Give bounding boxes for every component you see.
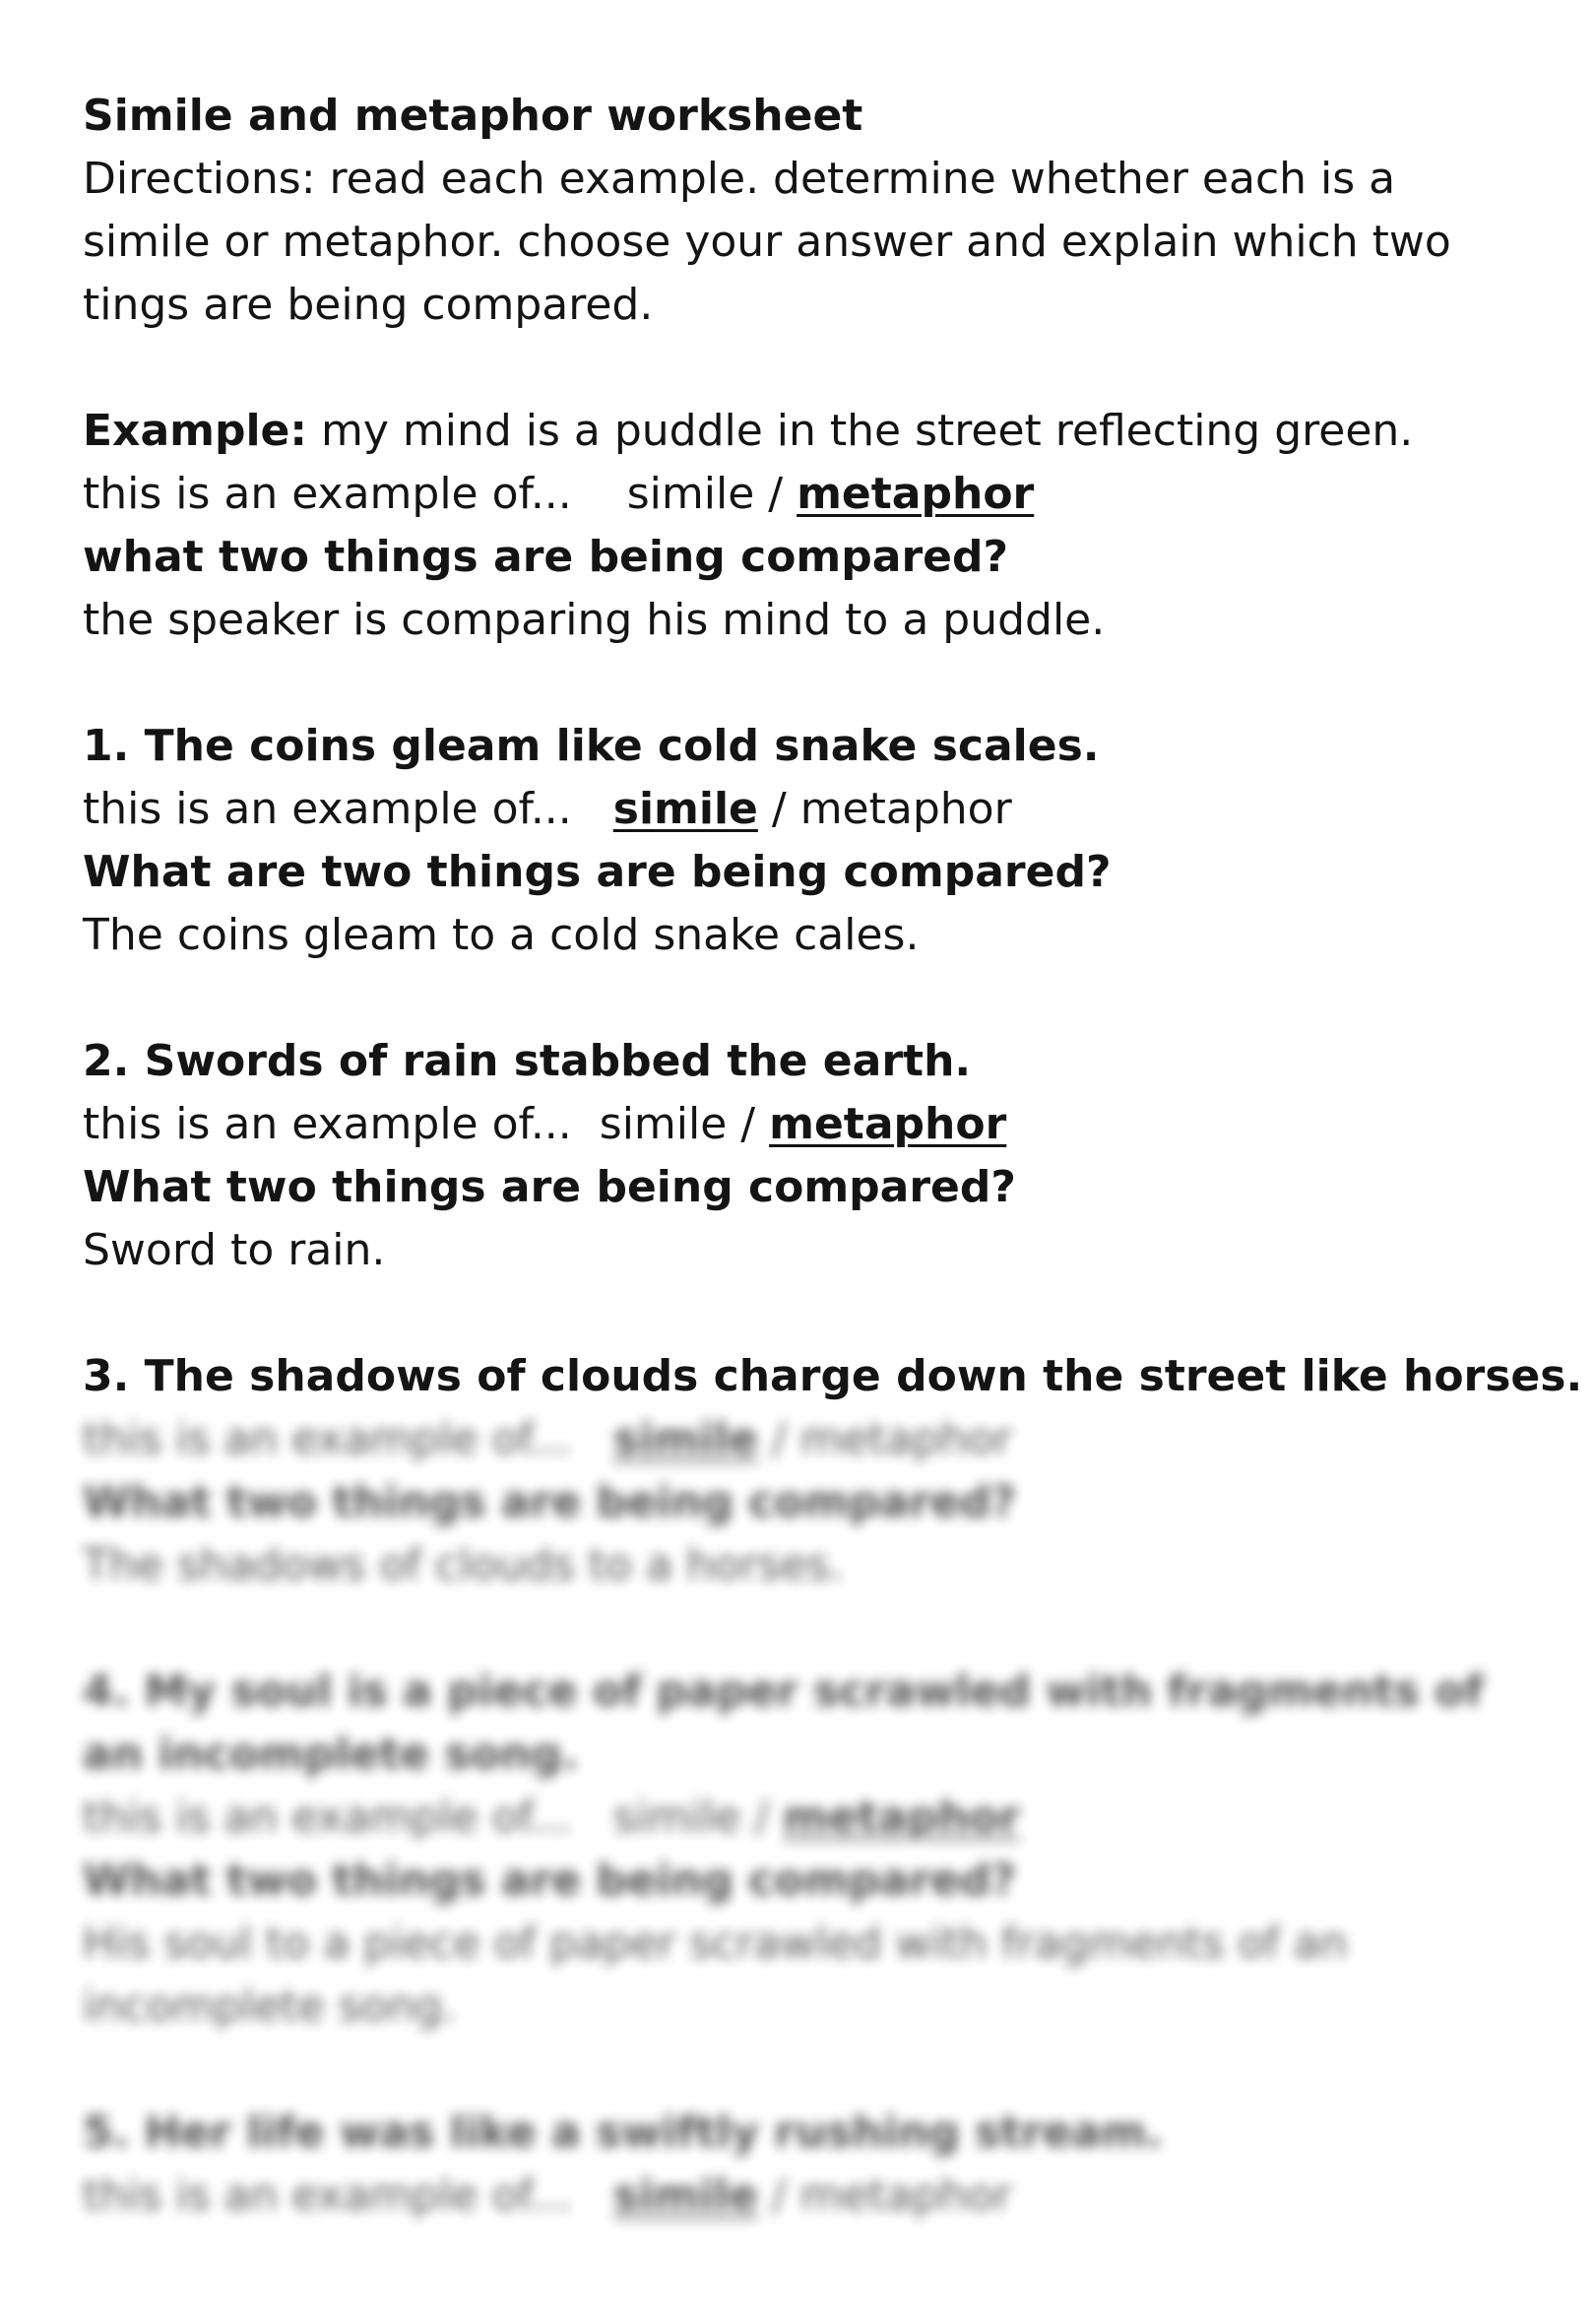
item-prompt: this is an example of... — [83, 1414, 572, 1464]
question-item-2 — [83, 1030, 1530, 1282]
question-item-5 — [83, 2101, 1530, 2227]
item-question: What two things are being compared? — [83, 1477, 1016, 1527]
item-question: What are two things are being compared? — [83, 847, 1112, 897]
item-option-simile: simile — [612, 784, 758, 834]
spacer — [83, 1597, 1530, 1660]
item-prompt: this is an example of... — [83, 784, 572, 834]
spacer — [83, 2038, 1530, 2101]
item-choice-line — [83, 1786, 1530, 1849]
example-separator: / — [754, 469, 798, 519]
example-lead: Example: — [83, 406, 307, 456]
item-separator: / — [727, 1099, 770, 1149]
item-choice-line — [83, 2164, 1530, 2227]
example-block — [83, 400, 1530, 652]
item-prompt: this is an example of... — [83, 1792, 572, 1842]
worksheet-title: Simile and metaphor worksheet — [83, 91, 863, 141]
item-sentence: 3. The shadows of clouds charge down the street like horses. — [83, 1351, 1583, 1401]
item-sentence: 4. My soul is a piece of paper scrawled with fragments of an incomplete song. — [83, 1666, 1484, 1779]
example-option-simile: simile — [626, 469, 755, 519]
item-choice-line — [83, 778, 1530, 841]
item-prompt: this is an example of... — [83, 2170, 572, 2221]
spacer — [83, 337, 1530, 400]
question-item-3 — [83, 1345, 1583, 1597]
item-choice-line — [83, 1093, 1530, 1156]
item-question: What two things are being compared? — [83, 1162, 1016, 1212]
example-prompt: this is an example of... — [83, 469, 572, 519]
spacer — [83, 652, 1530, 715]
item-answer: The coins gleam to a cold snake cales. — [83, 910, 920, 960]
item-option-simile: simile — [612, 2170, 758, 2221]
item-choice-line — [83, 1408, 1530, 1471]
worksheet-page — [83, 85, 1583, 2227]
example-option-metaphor: metaphor — [797, 469, 1035, 519]
item-answer: The shadows of clouds to a horses. — [83, 1540, 844, 1590]
item-sentence: 2. Swords of rain stabbed the earth. — [83, 1036, 972, 1086]
example-sentence-text: my mind is a puddle in the street reflecting green. — [307, 406, 1414, 456]
example-sentence — [83, 400, 1530, 463]
item-answer: His soul to a piece of paper scrawled with fragments of an incomplete song. — [83, 1918, 1348, 2032]
example-choice-line — [83, 463, 1530, 526]
question-item-1 — [83, 715, 1530, 967]
item-option-metaphor: metaphor — [799, 784, 1012, 834]
item-option-simile: simile — [599, 1099, 728, 1149]
example-answer: the speaker is comparing his mind to a puddle. — [83, 595, 1106, 645]
item-option-metaphor: metaphor — [799, 1414, 1012, 1464]
item-option-metaphor: metaphor — [783, 1792, 1021, 1842]
item-separator: / — [740, 1792, 784, 1842]
spacer — [83, 967, 1530, 1030]
item-answer: Sword to rain. — [83, 1225, 386, 1275]
item-sentence: 1. The coins gleam like cold snake scales. — [83, 721, 1100, 771]
item-option-metaphor: metaphor — [799, 2170, 1012, 2221]
item-sentence: 5. Her life was like a swiftly rushing stream. — [83, 2107, 1164, 2158]
blurred-preview — [83, 1408, 1530, 1597]
example-question: what two things are being compared? — [83, 532, 1009, 582]
question-item-4 — [83, 1660, 1530, 2038]
item-prompt: this is an example of... — [83, 1099, 572, 1149]
item-option-simile: simile — [612, 1414, 758, 1464]
item-separator: / — [757, 2170, 800, 2221]
item-option-metaphor: metaphor — [769, 1099, 1007, 1149]
directions-text: Directions: read each example. determine whether each is a simile or metaphor. choose your answer and explain which two tings are being compared. — [83, 154, 1451, 330]
item-question: What two things are being compared? — [83, 1855, 1016, 1905]
item-separator: / — [757, 784, 800, 834]
spacer — [83, 1282, 1530, 1345]
item-separator: / — [757, 1414, 800, 1464]
item-option-simile: simile — [612, 1792, 741, 1842]
